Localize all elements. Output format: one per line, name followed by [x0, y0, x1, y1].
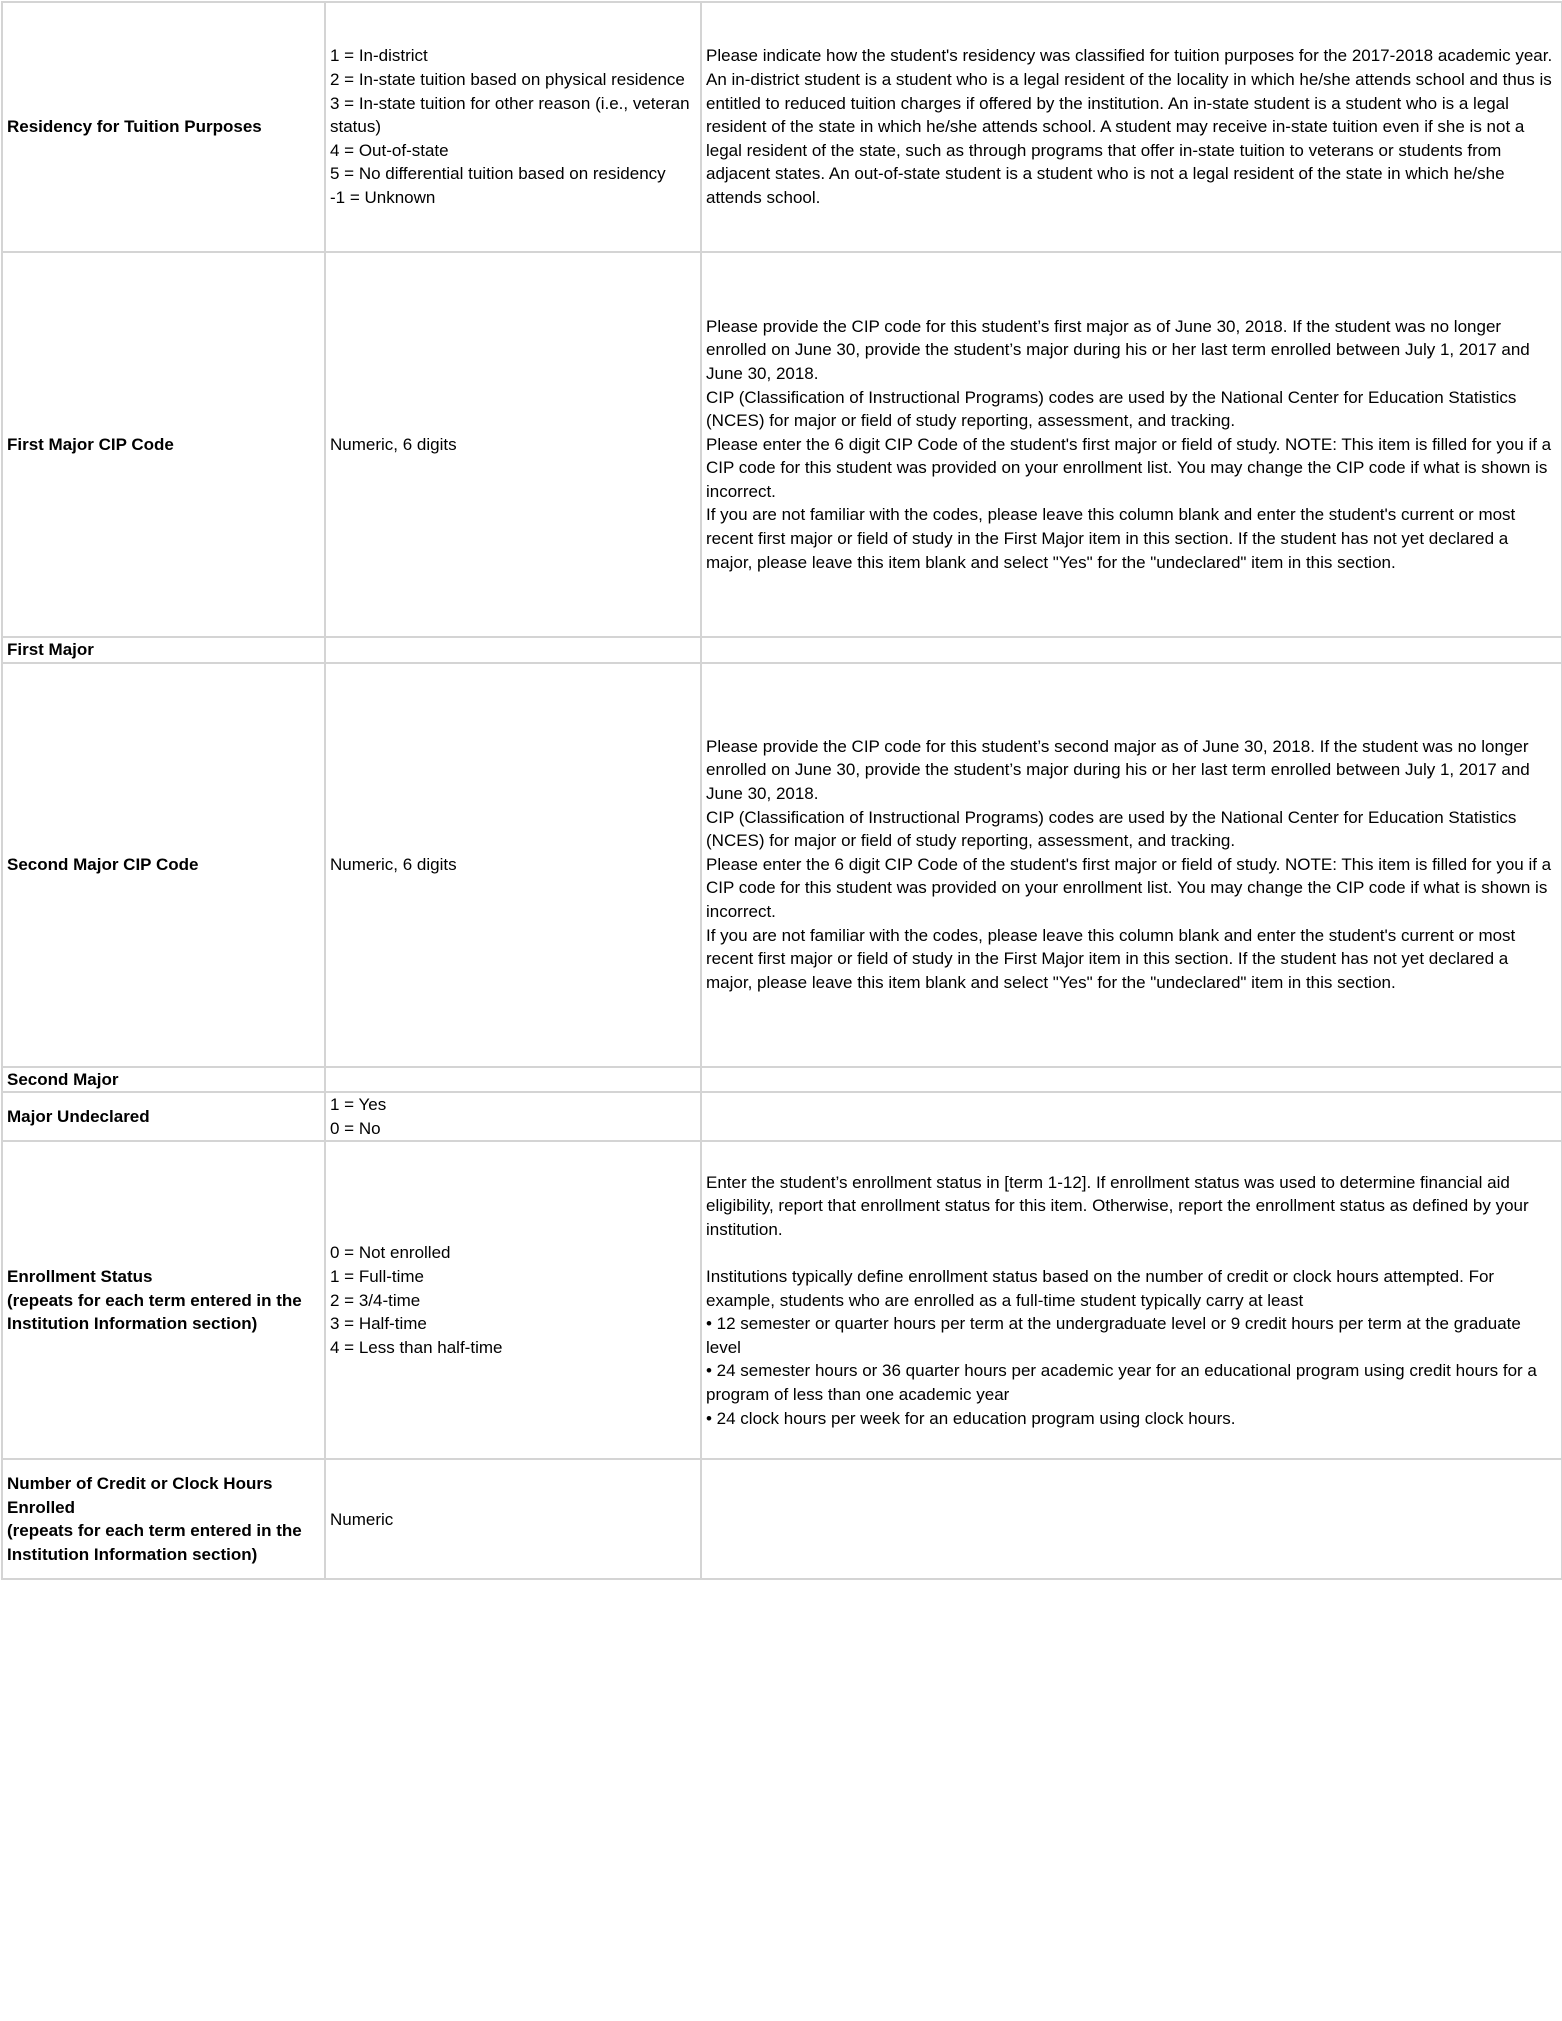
description-line: CIP code for this student was provided on your enrollment list. You may change the CIP code if what is shown is	[706, 878, 1548, 898]
description-line: enrolled on June 30, provide the student’s major during his or her last term enrolled between July 1, 2017 and	[706, 760, 1530, 780]
value-line: 1 = Full-time	[330, 1266, 424, 1286]
value-line: 2 = 3/4-time	[330, 1290, 421, 1310]
field-name-line: Second Major CIP Code	[7, 854, 199, 874]
field-name-line: Residency for Tuition Purposes	[7, 117, 262, 137]
description-line: recent first major or field of study in the First Major item in this section. If the student has not yet declared a	[706, 949, 1509, 969]
description-line: June 30, 2018.	[706, 784, 819, 804]
value-line: Numeric	[330, 1509, 394, 1529]
description-line: CIP code for this student was provided on your enrollment list. You may change the CIP code if what is shown is	[706, 458, 1548, 478]
table-row	[2, 1092, 1562, 1141]
field-name-line: First Major CIP Code	[7, 434, 174, 454]
field-name-line: Institution Information section)	[7, 1544, 258, 1564]
table-row	[2, 663, 1562, 1067]
field-values-cell	[325, 252, 701, 637]
field-name-cell	[2, 1067, 325, 1093]
description-line: • 24 semester hours or 36 quarter hours per academic year for an educational program using credit hours for a	[706, 1361, 1537, 1381]
description-line: example, students who are enrolled as a full-time student typically carry at least	[706, 1290, 1304, 1310]
field-description-cell	[701, 1459, 1562, 1579]
field-name-line: (repeats for each term entered in the	[7, 1290, 302, 1310]
description-line: incorrect.	[706, 901, 776, 921]
value-line: Numeric, 6 digits	[330, 434, 457, 454]
description-line: level	[706, 1337, 741, 1357]
description-line: Please provide the CIP code for this student’s first major as of June 30, 2018. If the student was no longer	[706, 316, 1502, 336]
codebook-table	[1, 1, 1562, 1580]
value-line: 2 = In-state tuition based on physical residence	[330, 70, 685, 90]
description-line: Please provide the CIP code for this student’s second major as of June 30, 2018. If the student was no longer	[706, 736, 1529, 756]
description-line: Please enter the 6 digit CIP Code of the student's first major or field of study. NOTE: This item is filled for you if a	[706, 434, 1552, 454]
blank-line	[706, 1241, 1557, 1265]
field-values-cell	[325, 1092, 701, 1141]
table-row	[2, 1459, 1562, 1579]
value-line: -1 = Unknown	[330, 187, 436, 207]
table-row	[2, 1067, 1562, 1093]
value-line: 0 = Not enrolled	[330, 1243, 451, 1263]
table-row	[2, 637, 1562, 663]
description-line: incorrect.	[706, 481, 776, 501]
field-description-cell	[701, 663, 1562, 1067]
field-description-cell	[701, 1141, 1562, 1459]
field-values-cell	[325, 663, 701, 1067]
description-line: (NCES) for major or field of study reporting, assessment, and tracking.	[706, 411, 1236, 431]
description-line: Please enter the 6 digit CIP Code of the student's first major or field of study. NOTE: This item is filled for you if a	[706, 854, 1552, 874]
description-line: An in-district student is a student who is a legal resident of the locality in which he/she attends school and thus is	[706, 70, 1552, 90]
field-description-cell	[701, 637, 1562, 663]
description-line: legal resident of the state, such as through programs that offer in-state tuition to veterans or students from	[706, 140, 1502, 160]
value-line: 0 = No	[330, 1118, 381, 1138]
description-line: If you are not familiar with the codes, please leave this column blank and enter the student's current or most	[706, 505, 1516, 525]
field-name-line: First Major	[7, 640, 94, 659]
value-line: Numeric, 6 digits	[330, 854, 457, 874]
description-line: enrolled on June 30, provide the student’s major during his or her last term enrolled between July 1, 2017 and	[706, 340, 1530, 360]
description-line: Enter the student’s enrollment status in [term 1-12]. If enrollment status was used to determine financial aid	[706, 1172, 1510, 1192]
field-name-cell	[2, 663, 325, 1067]
field-values-cell	[325, 2, 701, 252]
description-line: eligibility, report that enrollment status for this item. Otherwise, report the enrollment status as defined by your	[706, 1196, 1529, 1216]
field-values-cell	[325, 1067, 701, 1093]
description-line: • 12 semester or quarter hours per term at the undergraduate level or 9 credit hours per term at the graduate	[706, 1314, 1521, 1334]
description-line: major, please leave this item blank and select "Yes" for the "undeclared" item in this section.	[706, 552, 1396, 572]
field-name-line: Second Major	[7, 1069, 119, 1089]
field-description-cell	[701, 1067, 1562, 1093]
value-line: 3 = In-state tuition for other reason (i.e., veteran	[330, 93, 690, 113]
field-values-cell	[325, 637, 701, 663]
field-description-cell	[701, 2, 1562, 252]
description-line: (NCES) for major or field of study reporting, assessment, and tracking.	[706, 831, 1236, 851]
field-values-cell	[325, 1459, 701, 1579]
value-line: 1 = In-district	[330, 46, 428, 66]
field-name-line: Enrollment Status	[7, 1266, 153, 1286]
field-description-cell	[701, 1092, 1562, 1141]
description-line: entitled to reduced tuition charges if offered by the institution. An in-state student is a student who is a legal	[706, 93, 1509, 113]
description-line: attends school.	[706, 187, 821, 207]
value-line: 3 = Half-time	[330, 1314, 427, 1334]
field-name-cell	[2, 252, 325, 637]
field-name-line: Institution Information section)	[7, 1314, 258, 1334]
field-name-line: Enrolled	[7, 1497, 76, 1517]
field-values-cell	[325, 1141, 701, 1459]
description-line: recent first major or field of study in the First Major item in this section. If the student has not yet declared a	[706, 529, 1509, 549]
description-line: resident of the state in which he/she attends school. A student may receive in-state tuition even if she is not a	[706, 117, 1525, 137]
value-line: 4 = Less than half-time	[330, 1337, 503, 1357]
value-line: status)	[330, 117, 382, 137]
description-line: Institutions typically define enrollment status based on the number of credit or clock hours attempted. For	[706, 1266, 1495, 1286]
description-line: major, please leave this item blank and select "Yes" for the "undeclared" item in this section.	[706, 972, 1396, 992]
table-row	[2, 2, 1562, 252]
value-line: 1 = Yes	[330, 1095, 387, 1115]
field-name-line: (repeats for each term entered in the	[7, 1521, 302, 1541]
description-line: program of less than one academic year	[706, 1384, 1010, 1404]
description-line: CIP (Classification of Instructional Programs) codes are used by the National Center for Education Statistics	[706, 807, 1517, 827]
field-name-cell	[2, 2, 325, 252]
field-name-line: Number of Credit or Clock Hours	[7, 1474, 273, 1494]
description-line: If you are not familiar with the codes, please leave this column blank and enter the student's current or most	[706, 925, 1516, 945]
field-name-cell	[2, 1141, 325, 1459]
description-line: institution.	[706, 1219, 783, 1239]
field-description-cell	[701, 252, 1562, 637]
description-line: June 30, 2018.	[706, 363, 819, 383]
description-line: Please indicate how the student's residency was classified for tuition purposes for the 2017-2018 academic year.	[706, 46, 1553, 66]
table-row	[2, 252, 1562, 637]
description-line: CIP (Classification of Instructional Programs) codes are used by the National Center for Education Statistics	[706, 387, 1517, 407]
field-name-cell	[2, 637, 325, 663]
table-row	[2, 1141, 1562, 1459]
field-name-cell	[2, 1092, 325, 1141]
value-line: 4 = Out-of-state	[330, 140, 449, 160]
description-line: adjacent states. An out-of-state student is a student who is not a legal resident of the state in which he/she	[706, 164, 1505, 184]
field-name-line: Major Undeclared	[7, 1106, 150, 1126]
field-name-cell	[2, 1459, 325, 1579]
value-line: 5 = No differential tuition based on residency	[330, 164, 666, 184]
description-line: • 24 clock hours per week for an education program using clock hours.	[706, 1408, 1236, 1428]
